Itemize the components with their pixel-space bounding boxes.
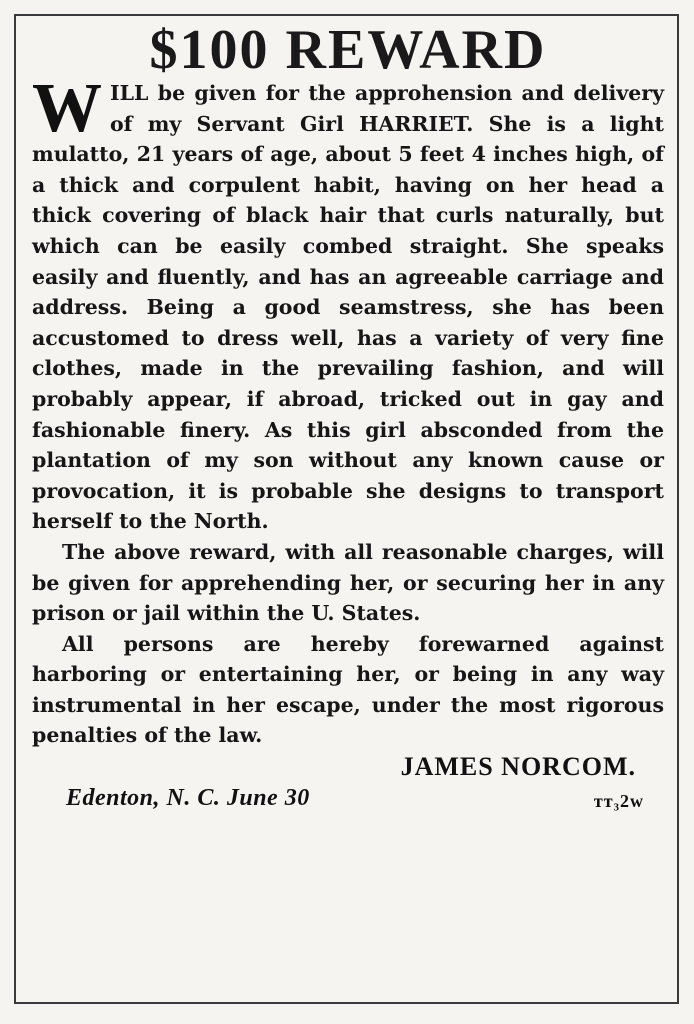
signature: JAMES NORCOM. [400,752,636,782]
ad-footer [32,785,664,819]
drop-cap: W [32,70,102,147]
ad-body [32,70,664,751]
printer-mark: ᴛᴛ₃2w [593,791,644,812]
reward-advertisement [32,20,664,819]
paragraph-description [32,70,664,537]
dateline: Edenton, N. C. June 30 [66,785,310,812]
paragraph-description-text: ILL be given for the approhension and delivery of my Servant Girl HARRIET. She is a light mulatto, 21 years of age, about 5 feet 4 inches high, of a thick and corpulent habit, having on her head a thick covering of black hair that curls naturally, but which can be easily combed straight. She speaks easily and fluently, and has an agreeable carriage and address. Being a good seamstress, she has been accustomed to dress well, has a variety of very fine clothes, made in the prevailing fashion, and will probably appear, if abroad, tricked out in gay and fashionable finery. As this girl absconded from the plantation of my son without any known cause or provocation, it is probable she designs to transport herself to the North. [32,81,664,534]
paragraph-reward-terms: The above reward, with all reasonable charges, will be given for apprehending her, or securing her in any prison or jail within the U. States. [32,539,664,626]
headline: $100 REWARD [149,19,547,81]
paragraph-warning: All persons are hereby forewarned against harboring or entertaining her, or being in any way instrumental in her escape, under the most rigorous penalties of the law. [32,631,664,748]
